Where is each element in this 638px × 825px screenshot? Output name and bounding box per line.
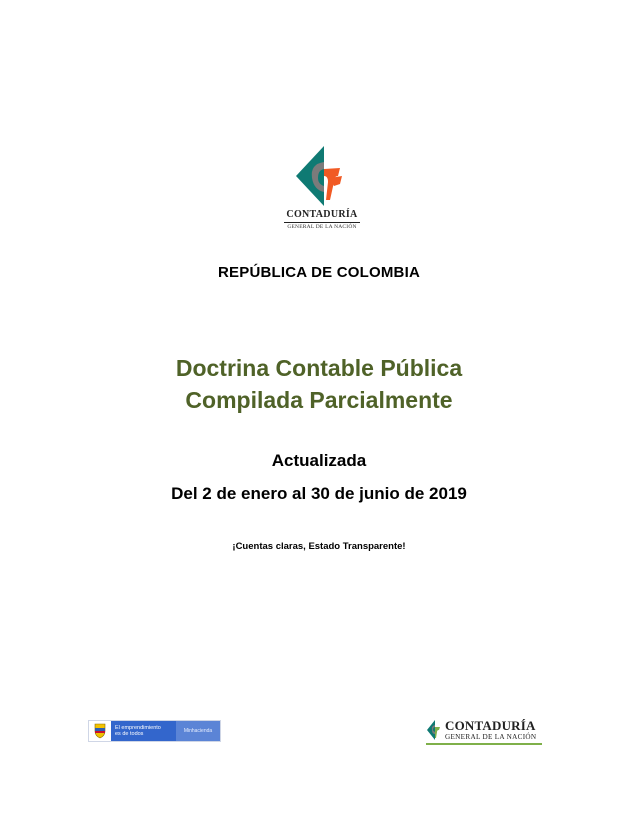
title-line-1: Doctrina Contable Pública — [175, 355, 463, 381]
contaduria-logo-icon — [284, 142, 360, 210]
logo-wordmark: CONTADURÍA — [286, 209, 358, 220]
contaduria-logo — [284, 142, 360, 232]
colombia-shield-icon — [89, 721, 111, 741]
period-label: Del 2 de enero al 30 de junio de 2019 — [171, 484, 467, 503]
minhacienda-slogan — [111, 721, 176, 741]
footer-logo-underline — [426, 743, 542, 745]
minhacienda-slogan-line-2: es de todos — [115, 731, 144, 737]
country-heading: REPÚBLICA DE COLOMBIA — [218, 264, 420, 281]
minhacienda-logo — [88, 720, 221, 742]
footer-logo-wordmark: CONTADURÍA — [445, 718, 536, 733]
contaduria-logo-icon — [426, 718, 444, 742]
updated-label: Actualizada — [271, 451, 367, 470]
minhacienda-name: Minhacienda — [176, 721, 220, 741]
title-line-2: Compilada Parcialmente — [185, 387, 453, 413]
contaduria-footer-logo — [426, 717, 544, 745]
slogan: ¡Cuentas claras, Estado Transparente! — [232, 541, 406, 552]
minhacienda-slogan-line-1: El emprendimiento — [115, 725, 161, 731]
footer-logo-subtitle: GENERAL DE LA NACIÓN — [445, 733, 537, 741]
document-title — [0, 352, 638, 416]
logo-subtitle: GENERAL DE LA NACIÓN — [284, 222, 360, 230]
